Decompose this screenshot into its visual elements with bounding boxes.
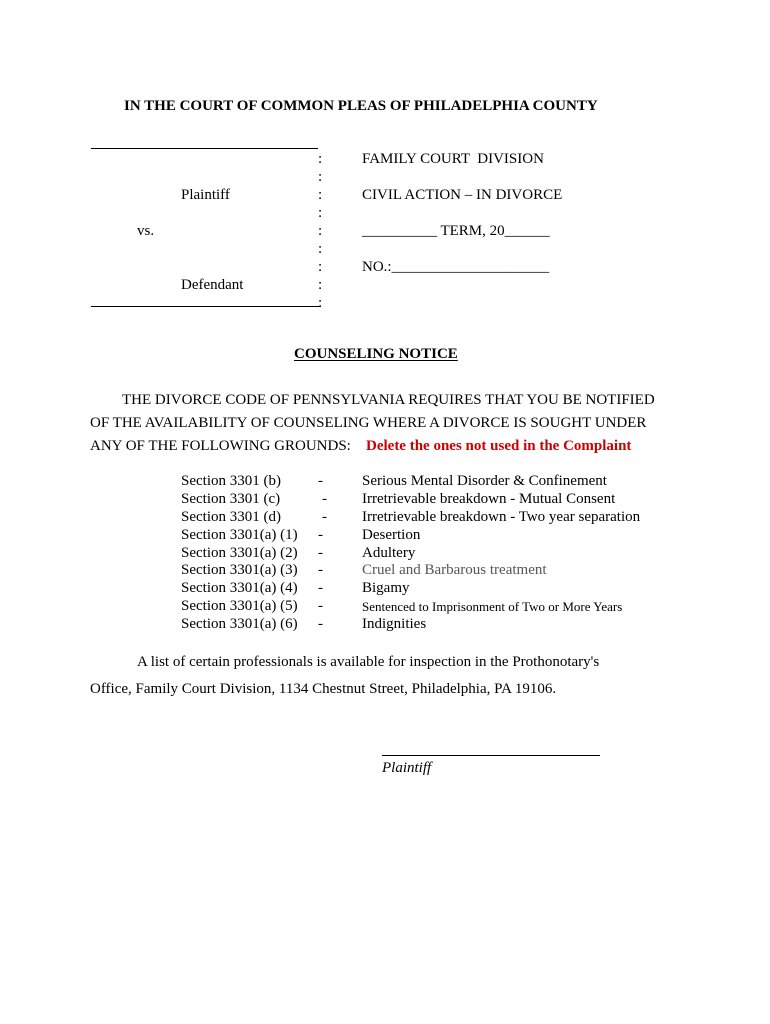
division-label: FAMILY COURT DIVISION: [362, 151, 544, 167]
grounds-separator: -: [322, 508, 327, 525]
caption-separator: :: [318, 295, 323, 311]
grounds-row: [0, 562, 770, 580]
intro-line-1: THE DIVORCE CODE OF PENNSYLVANIA REQUIRES THAT YOU BE NOTIFIED: [122, 392, 655, 408]
professionals-line-1: A list of certain professionals is available for inspection in the Prothonotary's: [137, 654, 600, 670]
grounds-row: [0, 491, 770, 509]
grounds-separator: -: [318, 562, 323, 579]
grounds-row: [0, 527, 770, 545]
grounds-row: [0, 580, 770, 598]
professionals-line-2: Office, Family Court Division, 1134 Chestnut Street, Philadelphia, PA 19106.: [90, 681, 557, 697]
caption-separator: :: [318, 259, 323, 275]
defendant-label: Defendant: [181, 277, 244, 293]
caption-separator: :: [318, 205, 323, 221]
signature-label: Plaintiff: [382, 760, 432, 776]
grounds-separator: -: [318, 473, 323, 489]
grounds-description: Indignities: [362, 616, 427, 633]
caption-separator: :: [318, 277, 323, 293]
caption-separator: :: [318, 151, 323, 167]
action-label: CIVIL ACTION – IN DIVORCE: [362, 187, 563, 203]
signature-line: [382, 755, 600, 756]
grounds-separator: -: [318, 544, 323, 561]
grounds-section: Section 3301 (c): [181, 490, 281, 507]
plaintiff-label: Plaintiff: [181, 187, 230, 203]
grounds-row: [0, 598, 770, 616]
caption-separator: :: [318, 223, 323, 239]
vs-label: vs.: [137, 223, 155, 239]
grounds-description: Desertion: [362, 526, 421, 543]
caption-separator: :: [318, 187, 323, 203]
court-title: IN THE COURT OF COMMON PLEAS OF PHILADELPHIA COUNTY: [124, 98, 598, 114]
grounds-separator: -: [318, 616, 323, 633]
grounds-description: Adultery: [362, 544, 416, 561]
caption-top-rule: [91, 148, 318, 149]
grounds-separator: -: [318, 598, 323, 615]
grounds-description: Cruel and Barbarous treatment: [362, 562, 547, 579]
intro-line-2: OF THE AVAILABILITY OF COUNSELING WHERE A DIVORCE IS SOUGHT UNDER: [90, 415, 647, 431]
grounds-section: Section 3301 (d): [181, 508, 281, 525]
caption-separator: :: [318, 241, 323, 257]
grounds-section: Section 3301(a) (2): [181, 544, 298, 561]
grounds-separator: -: [318, 526, 323, 543]
grounds-section: Section 3301(a) (1): [181, 526, 298, 543]
grounds-row: [0, 509, 770, 527]
caption-bottom-rule: [91, 306, 321, 307]
notice-heading: COUNSELING NOTICE: [294, 346, 458, 362]
caption-separator: :: [318, 169, 323, 185]
grounds-separator: -: [318, 580, 323, 597]
caption-separator-column: [318, 150, 322, 312]
grounds-description: Bigamy: [362, 580, 410, 597]
grounds-row: [0, 473, 770, 491]
grounds-row: [0, 616, 770, 634]
grounds-description: Irretrievable breakdown - Two year separation: [362, 508, 641, 525]
grounds-description: Irretrievable breakdown - Mutual Consent: [362, 490, 616, 507]
grounds-section: Section 3301 (b): [181, 473, 281, 489]
grounds-section: Section 3301(a) (6): [181, 616, 298, 633]
grounds-separator: -: [322, 490, 327, 507]
case-number-field: NO.:_____________________: [362, 259, 550, 275]
grounds-row: [0, 545, 770, 563]
grounds-section: Section 3301(a) (5): [181, 598, 298, 615]
grounds-description: Sentenced to Imprisonment of Two or More Years: [362, 599, 623, 615]
intro-line-3: ANY OF THE FOLLOWING GROUNDS:: [90, 438, 351, 454]
grounds-section: Section 3301(a) (3): [181, 562, 298, 579]
grounds-section: Section 3301(a) (4): [181, 580, 298, 597]
instruction-note: Delete the ones not used in the Complaint: [366, 438, 632, 454]
grounds-description: Serious Mental Disorder & Confinement: [362, 473, 607, 489]
term-field: __________ TERM, 20______: [362, 223, 550, 239]
grounds-list: [0, 473, 770, 634]
